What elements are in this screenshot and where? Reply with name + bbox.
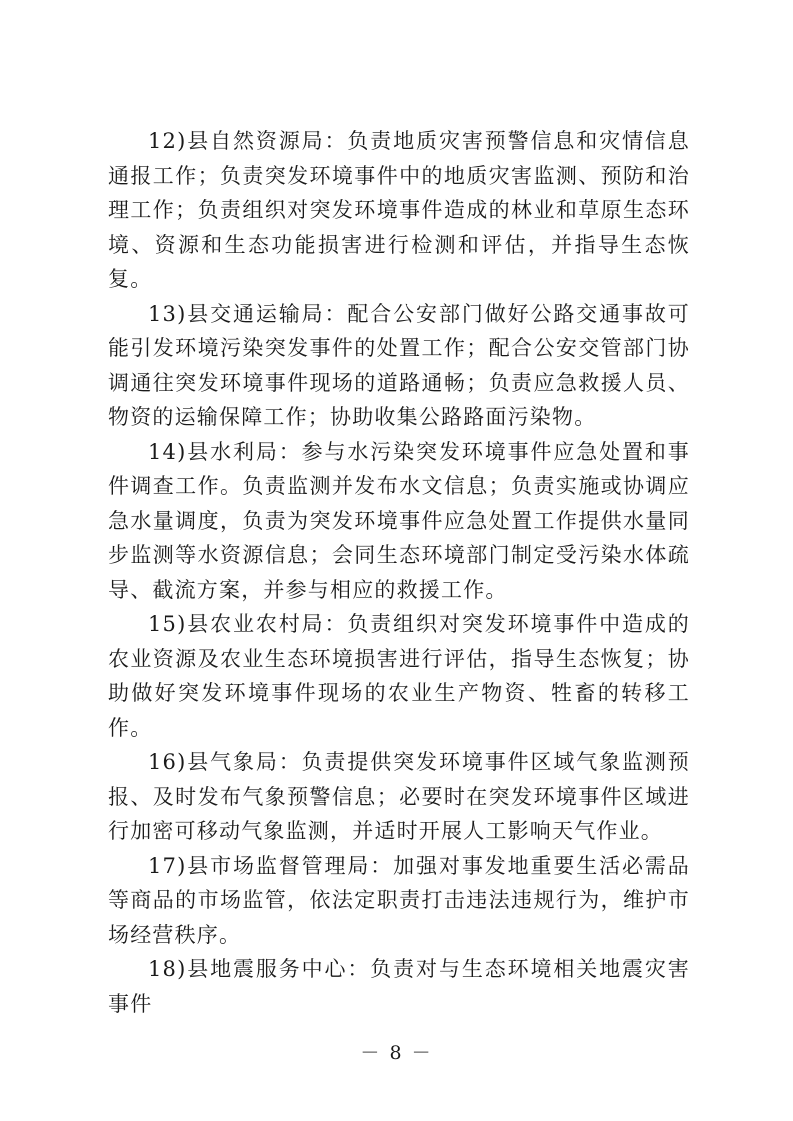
paragraph-18-earthquake-service: 18)县地震服务中心：负责对与生态环境相关地震灾害事件	[108, 957, 690, 1016]
paragraph-16-meteorology: 16)县气象局：负责提供突发环境事件区域气象监测预报、及时发布气象预警信息；必要时在突发环境事件区域进行加密可移动气象监测，并适时开展人工影响天气作业。	[108, 750, 690, 843]
paragraph-14-water-resources: 14)县水利局：参与水污染突发环境事件应急处置和事件调查工作。负责监测并发布水文信息；负责实施或协调应急水量调度，负责为突发环境事件应急处置工作提供水量同步监测等水资源信息；会同生态环境部门制定受污染水体疏导、截流方案，并参与相应的救援工作。	[108, 439, 690, 602]
page-number: － 8 －	[360, 1042, 433, 1064]
document-body	[108, 124, 690, 1021]
paragraph-17-market-supervision: 17)县市场监督管理局：加强对事发地重要生活必需品等商品的市场监管，依法定职责打击违法违规行为，维护市场经营秩序。	[108, 853, 690, 947]
paragraph-13-transportation: 13)县交通运输局：配合公安部门做好公路交通事故可能引发环境污染突发事件的处置工作；配合公安交管部门协调通往突发环境事件现场的道路通畅；负责应急救援人员、物资的运输保障工作；协助收集公路路面污染物。	[108, 301, 690, 429]
paragraph-15-agriculture: 15)县农业农村局：负责组织对突发环境事件中造成的农业资源及农业生态环境损害进行评估，指导生态恢复；协助做好突发环境事件现场的农业生产物资、牲畜的转移工作。	[108, 612, 690, 740]
paragraph-12-natural-resources: 12)县自然资源局：负责地质灾害预警信息和灾情信息通报工作；负责突发环境事件中的地质灾害监测、预防和治理工作；负责组织对突发环境事件造成的林业和草原生态环境、资源和生态功能损害进行检测和评估，并指导生态恢复。	[108, 129, 690, 291]
